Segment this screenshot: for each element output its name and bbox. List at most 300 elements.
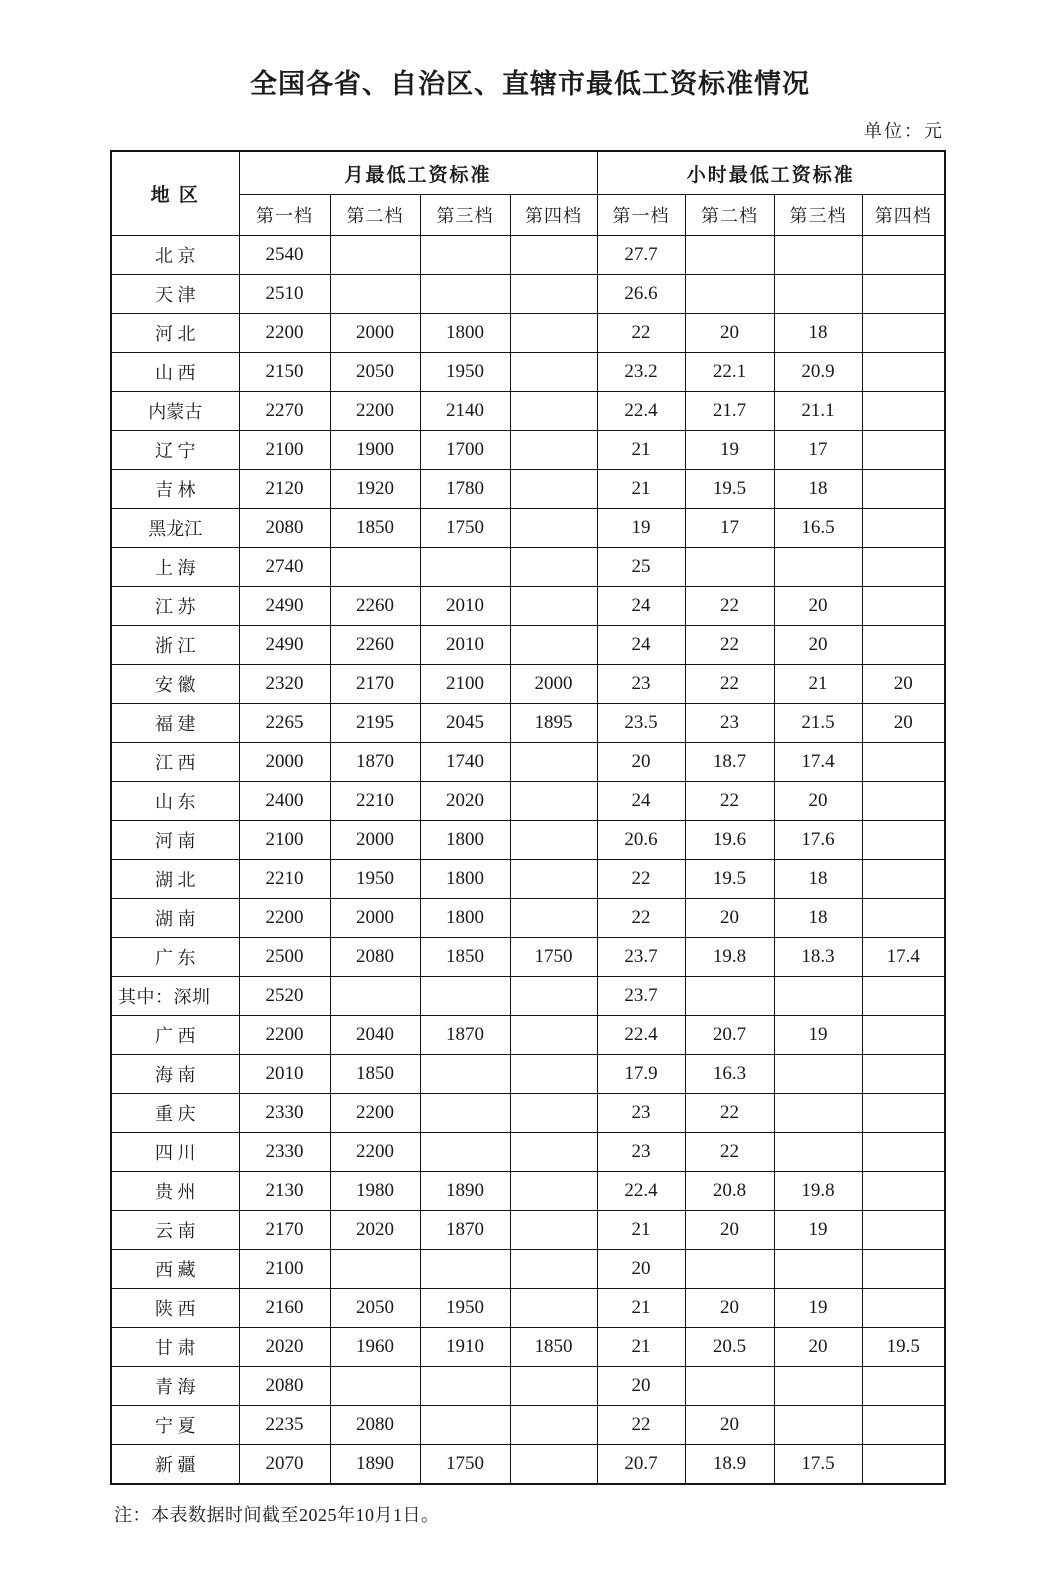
table-row	[111, 1250, 945, 1289]
hourly-value-cell: 16.5	[774, 509, 862, 548]
table-row	[111, 743, 945, 782]
hourly-value-cell	[862, 431, 945, 470]
monthly-value-cell: 2000	[330, 899, 420, 938]
hourly-value-cell: 20	[774, 782, 862, 821]
monthly-value-cell: 2100	[239, 431, 330, 470]
monthly-value-cell: 2265	[239, 704, 330, 743]
table-row	[111, 899, 945, 938]
monthly-value-cell	[510, 899, 597, 938]
monthly-value-cell: 1850	[330, 1055, 420, 1094]
monthly-value-cell: 1800	[420, 821, 510, 860]
monthly-value-cell: 2120	[239, 470, 330, 509]
monthly-value-cell: 2020	[330, 1211, 420, 1250]
monthly-value-cell	[330, 275, 420, 314]
monthly-value-cell: 2050	[330, 353, 420, 392]
monthly-value-cell: 2510	[239, 275, 330, 314]
region-cell: 福 建	[111, 704, 239, 743]
region-cell: 安 徽	[111, 665, 239, 704]
region-cell: 贵 州	[111, 1172, 239, 1211]
monthly-value-cell: 2010	[239, 1055, 330, 1094]
hourly-value-cell: 21.1	[774, 392, 862, 431]
hourly-value-cell: 19	[774, 1289, 862, 1328]
hourly-value-cell: 25	[597, 548, 685, 587]
monthly-value-cell: 1870	[420, 1016, 510, 1055]
table-row	[111, 1133, 945, 1172]
region-cell: 浙 江	[111, 626, 239, 665]
region-cell: 云 南	[111, 1211, 239, 1250]
monthly-value-cell: 1780	[420, 470, 510, 509]
hourly-value-cell: 23.7	[597, 977, 685, 1016]
region-cell: 辽 宁	[111, 431, 239, 470]
table-row	[111, 860, 945, 899]
hourly-value-cell	[685, 1367, 774, 1406]
monthly-value-cell: 1750	[420, 1445, 510, 1485]
hourly-value-cell	[774, 1094, 862, 1133]
hourly-value-cell: 19	[774, 1016, 862, 1055]
monthly-value-cell: 2200	[239, 314, 330, 353]
hourly-value-cell: 26.6	[597, 275, 685, 314]
monthly-value-cell: 1980	[330, 1172, 420, 1211]
hourly-value-cell	[862, 626, 945, 665]
monthly-value-cell	[510, 1055, 597, 1094]
hourly-value-cell: 24	[597, 782, 685, 821]
region-cell: 吉 林	[111, 470, 239, 509]
hourly-value-cell	[862, 1367, 945, 1406]
region-cell: 河 南	[111, 821, 239, 860]
monthly-value-cell: 2080	[330, 1406, 420, 1445]
hourly-value-cell: 22	[597, 899, 685, 938]
hourly-value-cell: 19.5	[862, 1328, 945, 1367]
monthly-value-cell: 1910	[420, 1328, 510, 1367]
hourly-value-cell: 20	[685, 1406, 774, 1445]
monthly-value-cell: 1850	[330, 509, 420, 548]
hourly-tier-3-header: 第三档	[774, 195, 862, 236]
monthly-value-cell	[510, 860, 597, 899]
hourly-value-cell: 23.5	[597, 704, 685, 743]
hourly-value-cell: 22	[597, 1406, 685, 1445]
table-row	[111, 470, 945, 509]
table-header	[111, 151, 945, 236]
hourly-value-cell: 19.6	[685, 821, 774, 860]
monthly-value-cell: 1920	[330, 470, 420, 509]
monthly-value-cell	[510, 1172, 597, 1211]
monthly-value-cell: 2200	[330, 392, 420, 431]
region-cell: 山 东	[111, 782, 239, 821]
minimum-wage-table	[110, 150, 946, 1485]
hourly-value-cell	[862, 509, 945, 548]
monthly-value-cell	[420, 1367, 510, 1406]
hourly-value-cell: 18.7	[685, 743, 774, 782]
monthly-value-cell: 2330	[239, 1133, 330, 1172]
hourly-value-cell	[774, 1250, 862, 1289]
hourly-value-cell: 17.6	[774, 821, 862, 860]
hourly-value-cell: 21	[774, 665, 862, 704]
monthly-value-cell: 2070	[239, 1445, 330, 1485]
monthly-value-cell	[330, 236, 420, 275]
hourly-value-cell: 23	[597, 665, 685, 704]
monthly-value-cell: 1895	[510, 704, 597, 743]
hourly-value-cell: 22	[685, 782, 774, 821]
monthly-value-cell	[510, 1133, 597, 1172]
hourly-value-cell	[862, 392, 945, 431]
monthly-value-cell	[420, 236, 510, 275]
table-row	[111, 1094, 945, 1133]
monthly-value-cell: 1800	[420, 899, 510, 938]
table-row	[111, 977, 945, 1016]
monthly-value-cell: 1950	[420, 1289, 510, 1328]
hourly-value-cell	[862, 353, 945, 392]
monthly-value-cell: 1850	[510, 1328, 597, 1367]
monthly-value-cell: 2235	[239, 1406, 330, 1445]
monthly-value-cell: 1850	[420, 938, 510, 977]
hourly-value-cell	[774, 1367, 862, 1406]
hourly-value-cell: 22	[685, 1094, 774, 1133]
monthly-value-cell: 1750	[510, 938, 597, 977]
hourly-value-cell	[685, 548, 774, 587]
hourly-value-cell: 20.5	[685, 1328, 774, 1367]
hourly-value-cell: 20	[774, 626, 862, 665]
region-cell: 黑龙江	[111, 509, 239, 548]
region-cell: 重 庆	[111, 1094, 239, 1133]
monthly-value-cell	[420, 1094, 510, 1133]
hourly-value-cell: 22	[685, 626, 774, 665]
hourly-value-cell: 24	[597, 587, 685, 626]
hourly-value-cell	[774, 236, 862, 275]
group-header-row	[111, 151, 945, 195]
monthly-value-cell: 2260	[330, 626, 420, 665]
monthly-value-cell: 2000	[510, 665, 597, 704]
monthly-value-cell: 2200	[330, 1133, 420, 1172]
table-row	[111, 704, 945, 743]
monthly-value-cell	[420, 1250, 510, 1289]
hourly-value-cell	[862, 1250, 945, 1289]
hourly-value-cell: 23	[685, 704, 774, 743]
monthly-value-cell: 2210	[330, 782, 420, 821]
hourly-value-cell	[774, 1133, 862, 1172]
monthly-value-cell	[510, 236, 597, 275]
monthly-value-cell: 2170	[330, 665, 420, 704]
monthly-value-cell	[510, 1211, 597, 1250]
page-title: 全国各省、自治区、直辖市最低工资标准情况	[250, 69, 810, 99]
hourly-value-cell: 21	[597, 431, 685, 470]
monthly-value-cell: 2100	[239, 1250, 330, 1289]
hourly-value-cell: 24	[597, 626, 685, 665]
hourly-value-cell: 22	[597, 860, 685, 899]
monthly-value-cell	[510, 821, 597, 860]
monthly-value-cell: 2100	[420, 665, 510, 704]
region-cell: 四 川	[111, 1133, 239, 1172]
region-cell: 青 海	[111, 1367, 239, 1406]
region-cell: 河 北	[111, 314, 239, 353]
hourly-value-cell: 19.8	[685, 938, 774, 977]
monthly-value-cell	[510, 548, 597, 587]
region-cell: 江 苏	[111, 587, 239, 626]
monthly-value-cell: 2170	[239, 1211, 330, 1250]
hourly-value-cell	[862, 977, 945, 1016]
table-row	[111, 1289, 945, 1328]
hourly-value-cell: 17.5	[774, 1445, 862, 1485]
monthly-value-cell	[420, 1133, 510, 1172]
monthly-value-cell	[330, 977, 420, 1016]
monthly-tier-3-header: 第三档	[420, 195, 510, 236]
hourly-value-cell	[774, 275, 862, 314]
monthly-value-cell	[510, 392, 597, 431]
hourly-value-cell: 21.7	[685, 392, 774, 431]
monthly-value-cell: 2080	[239, 1367, 330, 1406]
table-row	[111, 626, 945, 665]
table-row	[111, 1211, 945, 1250]
monthly-value-cell	[510, 977, 597, 1016]
monthly-value-cell: 1890	[330, 1445, 420, 1485]
monthly-value-cell	[510, 1094, 597, 1133]
hourly-value-cell	[862, 548, 945, 587]
hourly-value-cell: 19.5	[685, 470, 774, 509]
monthly-value-cell: 2490	[239, 626, 330, 665]
monthly-value-cell	[510, 353, 597, 392]
hourly-value-cell	[685, 1250, 774, 1289]
monthly-value-cell: 1950	[420, 353, 510, 392]
hourly-value-cell	[862, 1445, 945, 1485]
hourly-value-cell	[774, 1055, 862, 1094]
region-cell: 广 西	[111, 1016, 239, 1055]
table-row	[111, 431, 945, 470]
table-row	[111, 1172, 945, 1211]
monthly-value-cell	[510, 782, 597, 821]
hourly-value-cell: 22	[685, 587, 774, 626]
hourly-value-cell: 21	[597, 470, 685, 509]
region-cell: 江 西	[111, 743, 239, 782]
monthly-tier-4-header: 第四档	[510, 195, 597, 236]
monthly-value-cell: 1870	[330, 743, 420, 782]
hourly-value-cell: 22	[685, 1133, 774, 1172]
hourly-value-cell: 17.4	[774, 743, 862, 782]
monthly-value-cell: 2210	[239, 860, 330, 899]
unit-label: 单位：元	[864, 121, 944, 141]
hourly-value-cell: 16.3	[685, 1055, 774, 1094]
hourly-value-cell: 17	[774, 431, 862, 470]
monthly-value-cell	[510, 1250, 597, 1289]
table-row	[111, 275, 945, 314]
monthly-value-cell: 1960	[330, 1328, 420, 1367]
hourly-value-cell: 20.9	[774, 353, 862, 392]
monthly-value-cell: 2540	[239, 236, 330, 275]
hourly-value-cell	[774, 1406, 862, 1445]
region-cell: 山 西	[111, 353, 239, 392]
hourly-value-cell: 23	[597, 1094, 685, 1133]
hourly-value-cell: 20.6	[597, 821, 685, 860]
table-row	[111, 665, 945, 704]
region-cell: 上 海	[111, 548, 239, 587]
hourly-value-cell	[685, 236, 774, 275]
region-cell: 宁 夏	[111, 1406, 239, 1445]
monthly-value-cell	[510, 509, 597, 548]
hourly-value-cell: 18	[774, 314, 862, 353]
region-cell: 北 京	[111, 236, 239, 275]
region-cell: 湖 南	[111, 899, 239, 938]
monthly-value-cell: 2130	[239, 1172, 330, 1211]
monthly-value-cell: 2270	[239, 392, 330, 431]
monthly-value-cell	[510, 1445, 597, 1485]
monthly-value-cell: 2020	[239, 1328, 330, 1367]
region-cell: 新 疆	[111, 1445, 239, 1485]
hourly-value-cell: 17	[685, 509, 774, 548]
monthly-value-cell: 2490	[239, 587, 330, 626]
region-cell: 甘 肃	[111, 1328, 239, 1367]
monthly-value-cell: 2320	[239, 665, 330, 704]
hourly-value-cell	[862, 1016, 945, 1055]
monthly-value-cell: 1740	[420, 743, 510, 782]
hourly-value-cell: 17.9	[597, 1055, 685, 1094]
hourly-value-cell: 19.8	[774, 1172, 862, 1211]
hourly-tier-1-header: 第一档	[597, 195, 685, 236]
monthly-value-cell	[510, 1289, 597, 1328]
hourly-value-cell: 27.7	[597, 236, 685, 275]
hourly-value-cell	[862, 743, 945, 782]
region-cell: 陕 西	[111, 1289, 239, 1328]
hourly-value-cell	[685, 275, 774, 314]
hourly-value-cell	[862, 782, 945, 821]
footnote: 注：本表数据时间截至2025年10月1日。	[114, 1505, 440, 1525]
monthly-value-cell	[510, 626, 597, 665]
monthly-value-cell: 2080	[330, 938, 420, 977]
monthly-value-cell: 2010	[420, 587, 510, 626]
hourly-value-cell	[685, 977, 774, 1016]
monthly-value-cell: 2200	[330, 1094, 420, 1133]
hourly-value-cell	[862, 1406, 945, 1445]
monthly-value-cell: 2400	[239, 782, 330, 821]
hourly-value-cell	[862, 1172, 945, 1211]
monthly-value-cell	[510, 470, 597, 509]
table-row	[111, 548, 945, 587]
monthly-value-cell	[330, 1367, 420, 1406]
monthly-value-cell	[510, 1367, 597, 1406]
table-row	[111, 821, 945, 860]
hourly-value-cell: 20	[774, 587, 862, 626]
monthly-value-cell: 2200	[239, 1016, 330, 1055]
monthly-value-cell	[330, 1250, 420, 1289]
region-cell: 内蒙古	[111, 392, 239, 431]
monthly-value-cell: 2080	[239, 509, 330, 548]
hourly-value-cell: 18.9	[685, 1445, 774, 1485]
monthly-value-cell: 2100	[239, 821, 330, 860]
hourly-value-cell	[774, 977, 862, 1016]
hourly-value-cell: 22.1	[685, 353, 774, 392]
monthly-value-cell: 2195	[330, 704, 420, 743]
hourly-value-cell	[862, 821, 945, 860]
monthly-value-cell: 1950	[330, 860, 420, 899]
hourly-value-cell: 19.5	[685, 860, 774, 899]
hourly-value-cell	[862, 587, 945, 626]
hourly-value-cell: 21	[597, 1289, 685, 1328]
hourly-value-cell: 22.4	[597, 392, 685, 431]
hourly-value-cell: 20	[597, 1367, 685, 1406]
monthly-value-cell	[510, 743, 597, 782]
table-row	[111, 1055, 945, 1094]
hourly-value-cell: 22.4	[597, 1172, 685, 1211]
table-row	[111, 353, 945, 392]
hourly-value-cell	[862, 899, 945, 938]
monthly-value-cell	[330, 548, 420, 587]
hourly-value-cell: 21	[597, 1328, 685, 1367]
monthly-value-cell: 2740	[239, 548, 330, 587]
monthly-value-cell	[420, 275, 510, 314]
monthly-value-cell: 2150	[239, 353, 330, 392]
hourly-value-cell: 19	[685, 431, 774, 470]
monthly-value-cell: 1870	[420, 1211, 510, 1250]
monthly-value-cell	[510, 1406, 597, 1445]
monthly-value-cell: 2045	[420, 704, 510, 743]
monthly-value-cell: 2140	[420, 392, 510, 431]
table-row	[111, 1328, 945, 1367]
hourly-value-cell: 20	[597, 743, 685, 782]
table-row	[111, 938, 945, 977]
hourly-value-cell: 18	[774, 470, 862, 509]
hourly-value-cell	[862, 1211, 945, 1250]
monthly-value-cell: 2040	[330, 1016, 420, 1055]
hourly-value-cell: 18.3	[774, 938, 862, 977]
hourly-value-cell: 17.4	[862, 938, 945, 977]
monthly-value-cell	[510, 275, 597, 314]
region-cell: 广 东	[111, 938, 239, 977]
table-row	[111, 509, 945, 548]
table-row	[111, 587, 945, 626]
hourly-value-cell	[862, 860, 945, 899]
hourly-value-cell	[862, 470, 945, 509]
hourly-value-cell	[862, 1055, 945, 1094]
monthly-value-cell: 2160	[239, 1289, 330, 1328]
monthly-value-cell: 1750	[420, 509, 510, 548]
hourly-value-cell: 23.7	[597, 938, 685, 977]
hourly-value-cell: 22	[597, 314, 685, 353]
table-body	[111, 236, 945, 1485]
hourly-value-cell	[862, 1133, 945, 1172]
monthly-value-cell: 2000	[330, 314, 420, 353]
hourly-value-cell: 22	[685, 665, 774, 704]
monthly-value-cell	[510, 1016, 597, 1055]
monthly-value-cell	[420, 977, 510, 1016]
hourly-value-cell: 20	[685, 899, 774, 938]
region-cell: 西 藏	[111, 1250, 239, 1289]
monthly-value-cell: 1900	[330, 431, 420, 470]
monthly-value-cell: 2020	[420, 782, 510, 821]
hourly-value-cell: 20.8	[685, 1172, 774, 1211]
hourly-value-cell: 20	[862, 704, 945, 743]
hourly-value-cell: 19	[597, 509, 685, 548]
monthly-value-cell	[510, 587, 597, 626]
hourly-value-cell: 20	[862, 665, 945, 704]
hourly-tier-2-header: 第二档	[685, 195, 774, 236]
hourly-value-cell: 20	[597, 1250, 685, 1289]
hourly-value-cell: 22.4	[597, 1016, 685, 1055]
region-cell: 天 津	[111, 275, 239, 314]
table-row	[111, 392, 945, 431]
hourly-value-cell: 20	[774, 1328, 862, 1367]
hourly-value-cell	[862, 1094, 945, 1133]
hourly-value-cell: 23	[597, 1133, 685, 1172]
monthly-value-cell: 2200	[239, 899, 330, 938]
hourly-value-cell: 20	[685, 1289, 774, 1328]
hourly-value-cell	[862, 314, 945, 353]
table-row	[111, 1406, 945, 1445]
monthly-value-cell: 2500	[239, 938, 330, 977]
hourly-value-cell	[862, 236, 945, 275]
monthly-value-cell: 2050	[330, 1289, 420, 1328]
monthly-value-cell	[510, 431, 597, 470]
table-row	[111, 1367, 945, 1406]
region-cell: 湖 北	[111, 860, 239, 899]
monthly-value-cell: 1700	[420, 431, 510, 470]
hourly-value-cell: 20	[685, 1211, 774, 1250]
